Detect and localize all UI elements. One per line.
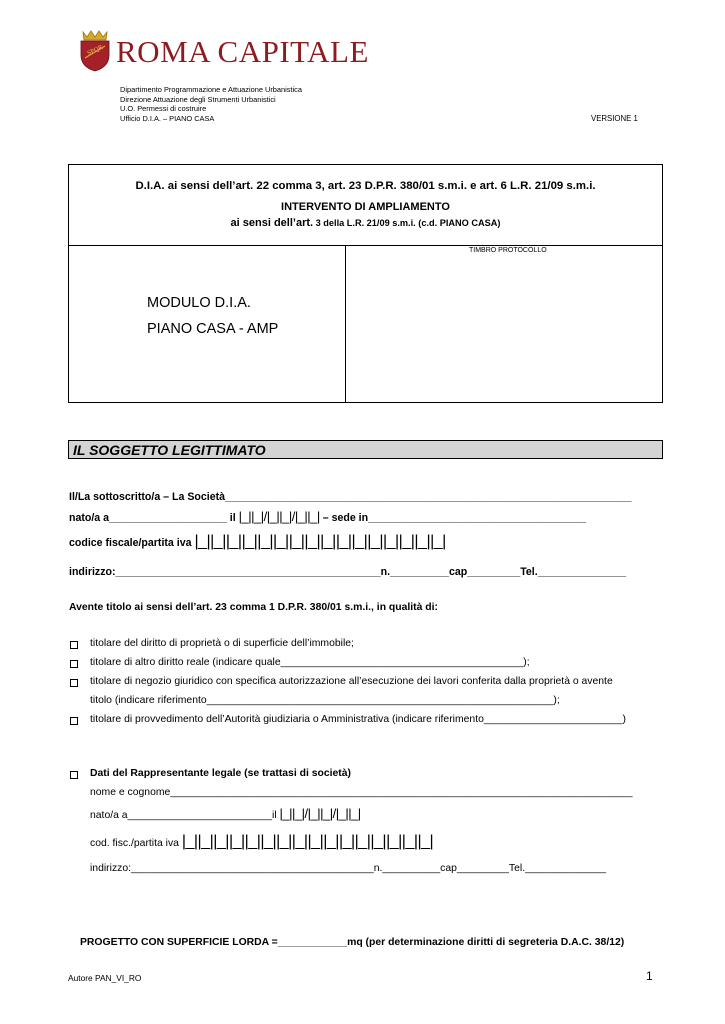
- section-title: IL SOGGETTO LEGITTIMATO: [73, 442, 266, 458]
- birth-date-boxes[interactable]: |_||_|/|_||_|/|_||_|: [238, 509, 320, 524]
- roma-capitale-crest-icon: [78, 30, 112, 72]
- representative-name-field[interactable]: nome e cognome________________________________________________________________________________: [90, 787, 633, 798]
- title-line-3-small: 3 della L.R. 21/09 s.m.i. (c.d. PIANO CASA): [313, 218, 501, 228]
- representative-birth-label: nato/a a_________________________il: [90, 810, 277, 821]
- representative-birth-boxes[interactable]: |_||_|/|_||_|/|_||_|: [279, 806, 361, 821]
- option-ownership: titolare del diritto di proprietà o di superficie dell’immobile;: [90, 638, 354, 649]
- seat-label: – sede in_____________________________________: [322, 512, 587, 524]
- option-legal-agreement: titolare di negozio giuridico con specifica autorizzazione all’esecuzione dei lavori conferita dalla proprietà o avente: [90, 676, 613, 687]
- option-checkbox[interactable]: [70, 660, 78, 668]
- birth-place-date-field[interactable]: [69, 509, 586, 524]
- module-title: MODULO D.I.A.: [147, 295, 251, 311]
- title-line-1: D.I.A. ai sensi dell’art. 22 comma 3, art. 23 D.P.R. 380/01 s.m.i. e art. 6 L.R. 21/09 s.m.i.: [135, 180, 596, 192]
- subject-name-field[interactable]: Il/La sottoscritto/a – La Società_____________________________________________________________________: [69, 491, 632, 503]
- page-number: 1: [646, 969, 653, 983]
- tax-code-boxes[interactable]: |_||_||_||_||_||_||_||_||_||_||_||_||_||_||_||_|: [194, 533, 446, 550]
- representative-birth-field[interactable]: [90, 806, 361, 821]
- title-line-3: [69, 217, 662, 229]
- tax-code-field[interactable]: [69, 533, 446, 551]
- crest-text: SPQR: [86, 43, 104, 58]
- option-checkbox[interactable]: [70, 717, 78, 725]
- title-line-2: INTERVENTO DI AMPLIAMENTO: [281, 201, 450, 213]
- entitlement-heading: Avente titolo ai sensi dell’art. 23 comma 1 D.P.R. 380/01 s.m.i., in qualità di:: [69, 602, 438, 613]
- divider: [69, 245, 662, 246]
- option-legal-agreement-cont: titolo (indicare riferimento____________________________________________________________);: [90, 695, 560, 706]
- version-label: VERSIONE 1: [591, 114, 638, 123]
- author-label: Autore PAN_VI_RO: [68, 973, 142, 983]
- department-info: [120, 85, 302, 123]
- section-header: [68, 440, 663, 459]
- module-subtitle: PIANO CASA - AMP: [147, 321, 279, 337]
- project-surface-field[interactable]: PROGETTO CON SUPERFICIE LORDA =____________mq (per determinazione diritti di segreteria D.A.C. 38/12): [80, 937, 625, 948]
- stamp-area-label: TIMBRO PROTOCOLLO: [469, 247, 547, 254]
- representative-tax-code-label: cod. fisc./partita iva: [90, 838, 179, 849]
- representative-tax-code-boxes[interactable]: |_||_||_||_||_||_||_||_||_||_||_||_||_||_||_||_|: [181, 833, 434, 850]
- representative-checkbox[interactable]: [70, 771, 78, 779]
- representative-address-field[interactable]: indirizzo:__________________________________________n.__________cap_________Tel.______________: [90, 863, 606, 874]
- address-field[interactable]: indirizzo:_____________________________________________n.__________cap_________Tel._______________: [69, 566, 627, 578]
- title-box: [68, 164, 663, 403]
- representative-tax-code-field[interactable]: [90, 833, 433, 851]
- representative-heading: Dati del Rappresentante legale (se trattasi di società): [90, 768, 352, 779]
- birth-place-label: nato/a a____________________ il: [69, 512, 236, 524]
- option-real-right: titolare di altro diritto reale (indicare quale__________________________________________);: [90, 657, 530, 668]
- title-line-3-main: ai sensi dell’art.: [230, 217, 314, 229]
- brand-title: ROMA CAPITALE: [116, 34, 369, 69]
- dept-line: Ufficio D.I.A. – PIANO CASA: [120, 113, 215, 123]
- dept-line: Direzione Attuazione degli Strumenti Urbanistici: [120, 94, 276, 104]
- tax-code-label: codice fiscale/partita iva: [69, 537, 192, 549]
- option-checkbox[interactable]: [70, 641, 78, 649]
- dept-line: Dipartimento Programmazione e Attuazione Urbanistica: [120, 85, 302, 94]
- option-court-order: titolare di provvedimento dell’Autorità giudiziaria o Amministrativa (indicare riferimento________________________): [90, 714, 627, 725]
- dept-line: U.O. Permessi di costruire: [120, 104, 207, 114]
- divider: [345, 245, 346, 402]
- option-checkbox[interactable]: [70, 679, 78, 687]
